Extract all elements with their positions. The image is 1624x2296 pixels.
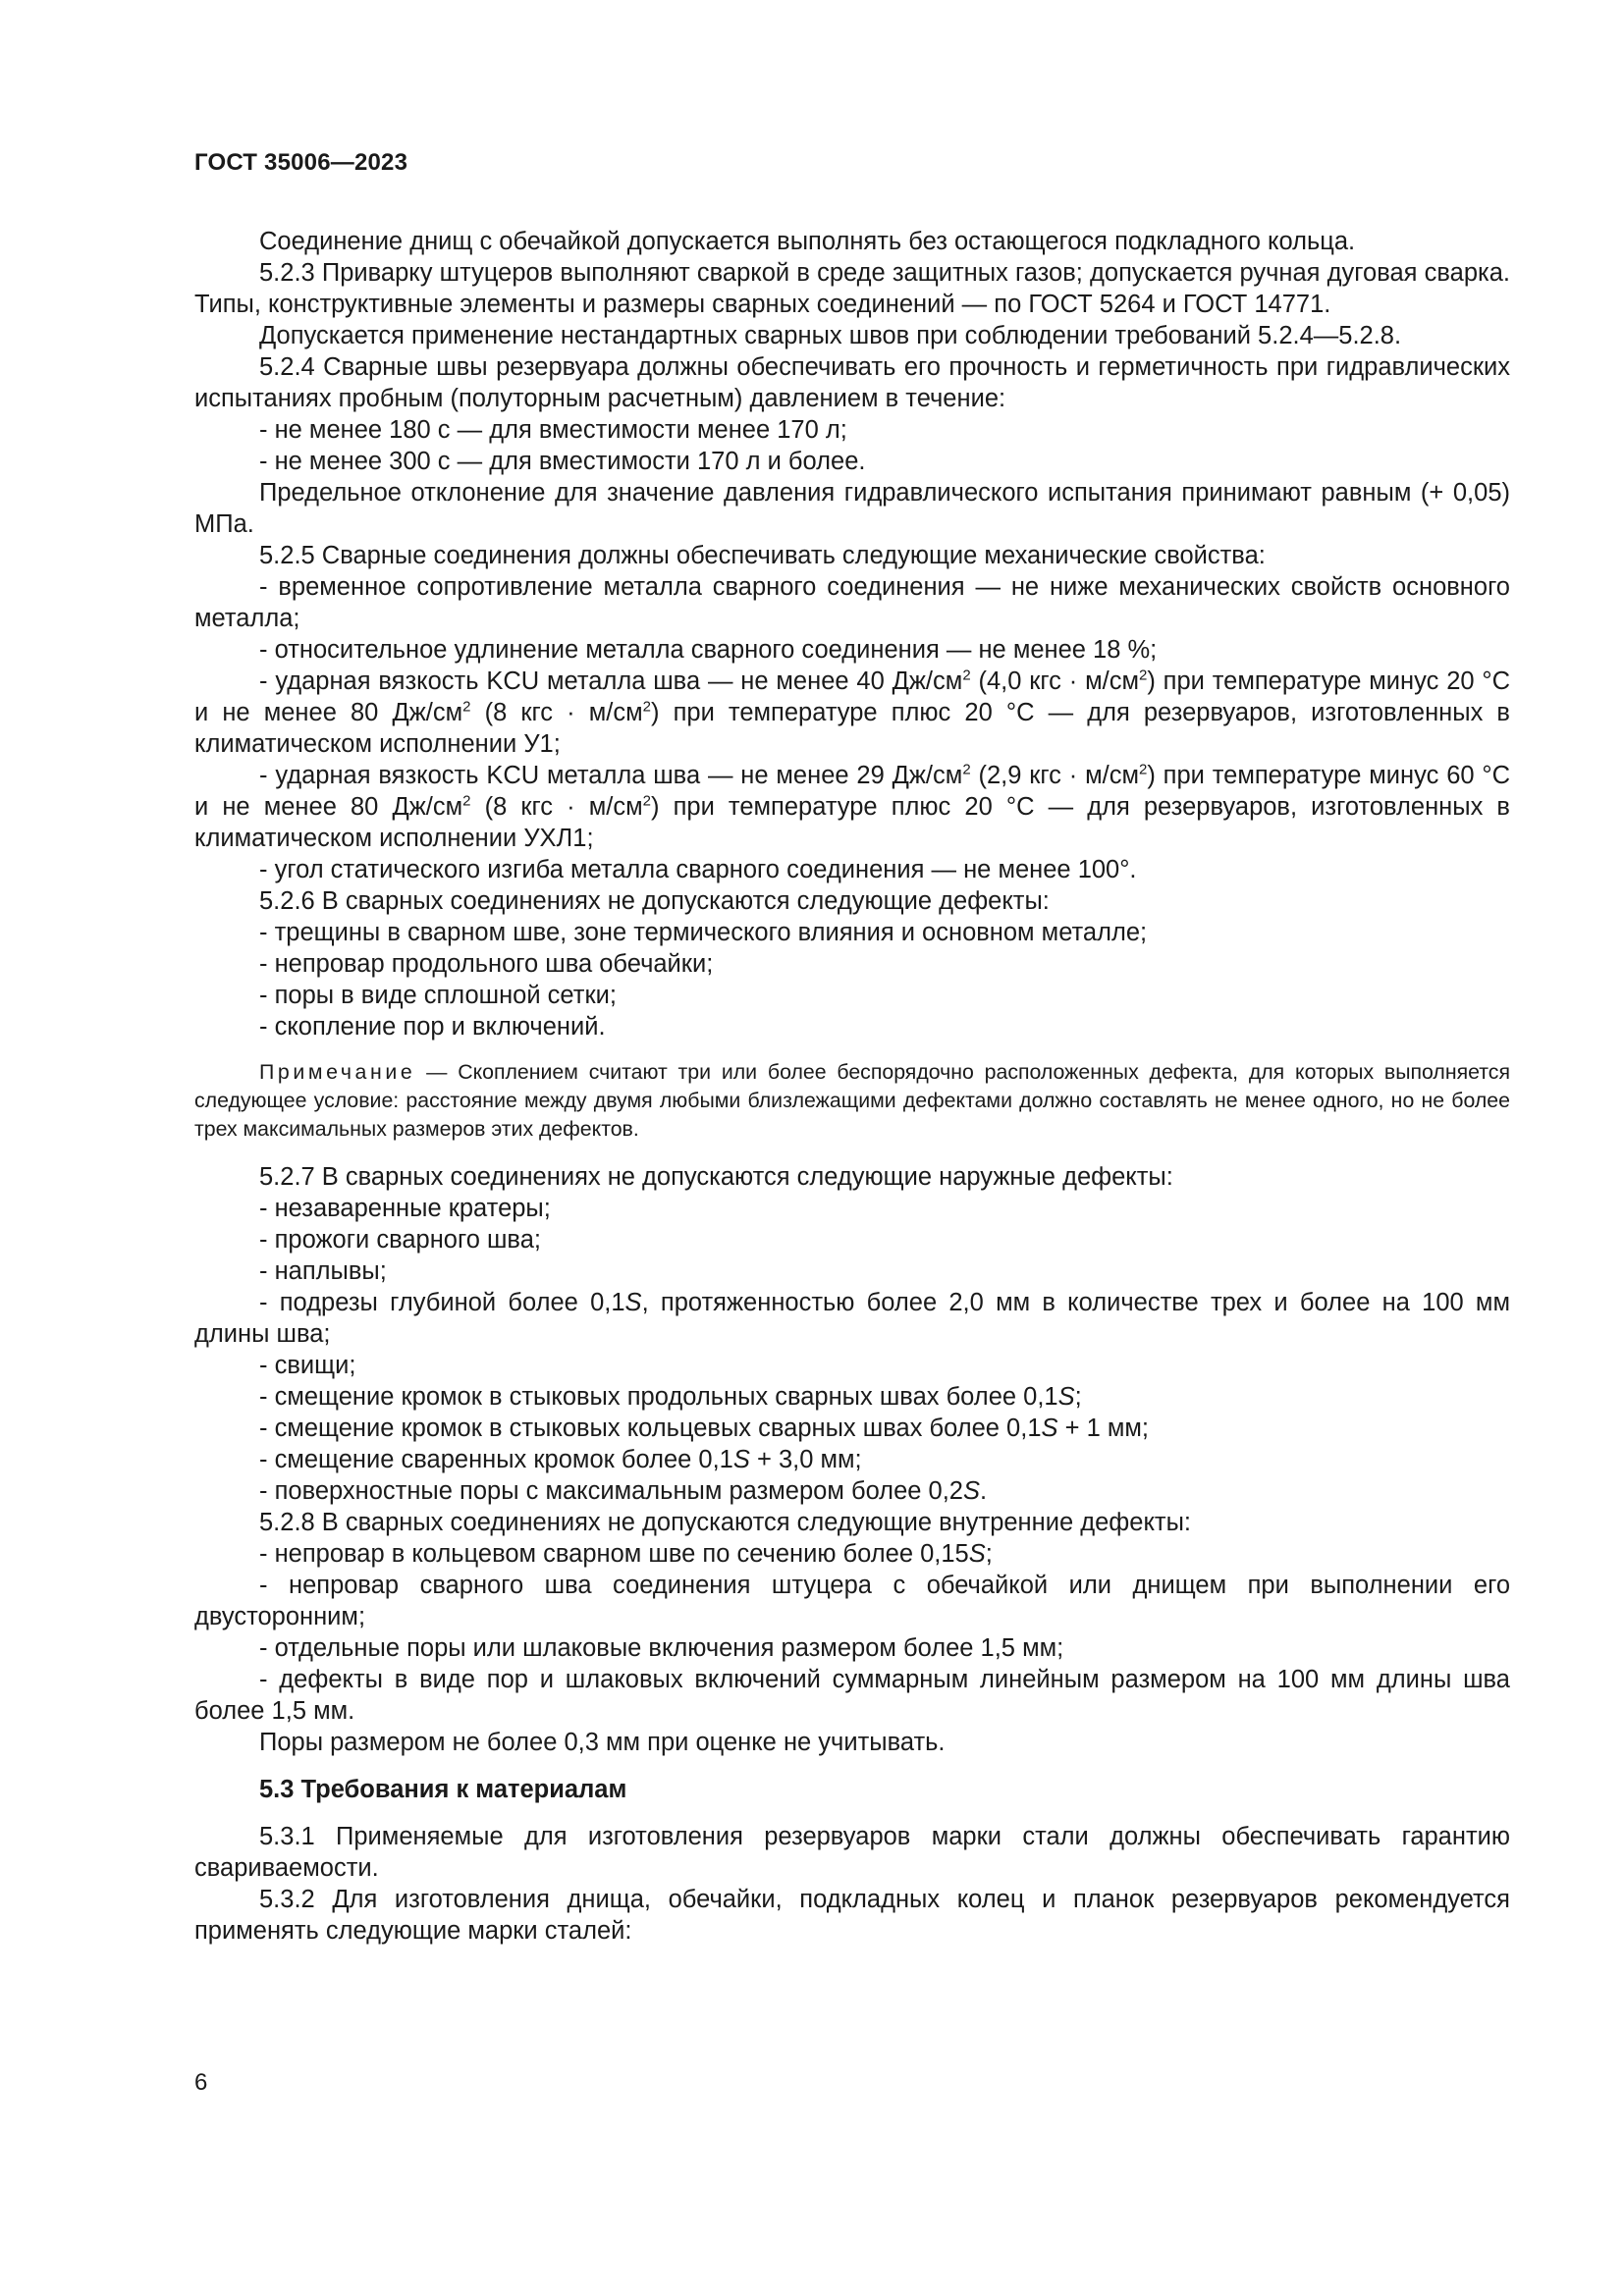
clause-5-2-6: 5.2.6 В сварных соединениях не допускаются следующие дефекты: [259, 887, 1050, 915]
list-item: - не менее 300 с — для вместимости 170 л и более. [259, 448, 866, 475]
list-item: - относительное удлинение металла сварного соединения — не менее 18 %; [259, 636, 1158, 664]
list-item: - поры в виде сплошной сетки; [259, 982, 617, 1009]
list-item: - скопление пор и включений. [259, 1013, 606, 1041]
paragraph: Соединение днищ с обечайкой допускается выполнять без остающегося подкладного кольца. [259, 228, 1356, 255]
list-item: - временное сопротивление металла сварного соединения — не ниже механических свойств основного металла; [194, 573, 1510, 632]
list-item: - трещины в сварном шве, зоне термического влияния и основном металле; [259, 919, 1148, 946]
paragraph: Допускается применение нестандартных сварных швов при соблюдении требований 5.2.4—5.2.8. [259, 322, 1402, 349]
section-heading-5-3: 5.3 Требования к материалам [259, 1776, 627, 1803]
list-item: - смещение сваренных кромок более 0,1S + 3,0 мм; [259, 1446, 862, 1473]
document-header: ГОСТ 35006—2023 [194, 149, 408, 176]
clause-5-2-5: 5.2.5 Сварные соединения должны обеспечивать следующие механические свойства: [259, 542, 1266, 569]
list-item: - прожоги сварного шва; [259, 1226, 541, 1254]
paragraph: Предельное отклонение для значение давления гидравлического испытания принимают равным (+ 0,05) МПа. [194, 479, 1510, 538]
list-item: - поверхностные поры с максимальным размером более 0,2S. [259, 1477, 988, 1505]
list-item: - смещение кромок в стыковых продольных сварных швах более 0,1S; [259, 1383, 1082, 1411]
list-item: - подрезы глубиной более 0,1S, протяженностью более 2,0 мм в количестве трех и более на 100 мм длины шва; [194, 1289, 1510, 1348]
document-body [194, 226, 1510, 1947]
list-item: - смещение кромок в стыковых кольцевых сварных швах более 0,1S + 1 мм; [259, 1415, 1150, 1442]
clause-5-2-4: 5.2.4 Сварные швы резервуара должны обеспечивать его прочность и герметичность при гидравлических испытаниях пробным (полуторным расчетным) давлением в течение: [194, 353, 1510, 412]
list-item: - непровар в кольцевом сварном шве по сечению более 0,15S; [259, 1540, 993, 1568]
list-item: - непровар продольного шва обечайки; [259, 950, 714, 978]
list-item: - ударная вязкость KCU металла шва — не менее 29 $Дж/см^2$ (2,9 кгс · $м/см^2$) при температуре минус 60 °С и не менее 80 $Дж/см^2$ (8 кгс · $м/см^2$) при температуре плюс 20 °С — для резервуаров, изготовленных в климатическом исполнении УХЛ1; [194, 761, 1511, 852]
paragraph: Поры размером не более 0,3 мм при оценке не учитывать. [259, 1729, 946, 1756]
clause-5-2-7: 5.2.7 В сварных соединениях не допускаются следующие наружные дефекты: [259, 1163, 1173, 1191]
list-item: - непровар сварного шва соединения штуцера с обечайкой или днищем при выполнении его двусторонним; [194, 1572, 1510, 1630]
list-item: - ударная вязкость KCU металла шва — не менее 40 $Дж/см^2$ (4,0 кгс · $м/см^2$) при температуре минус 20 °С и не менее 80 $Дж/см^2$ (8 кгс · $м/см^2$) при температуре плюс 20 °С — для резервуаров, изготовленных в климатическом исполнении У1; [194, 667, 1511, 758]
note-label: Примечание [259, 1060, 416, 1084]
list-item: - не менее 180 с — для вместимости менее 170 л; [259, 416, 847, 444]
list-item: - наплывы; [259, 1257, 387, 1285]
clause-5-3-2: 5.3.2 Для изготовления днища, обечайки, подкладных колец и планок резервуаров рекомендуется применять следующие марки сталей: [194, 1886, 1510, 1945]
clause-5-2-8: 5.2.8 В сварных соединениях не допускаются следующие внутренние дефекты: [259, 1509, 1191, 1536]
list-item: - свищи; [259, 1352, 356, 1379]
list-item: - угол статического изгиба металла сварного соединения — не менее 100°. [259, 856, 1137, 883]
list-item: - дефекты в виде пор и шлаковых включений суммарным линейным размером на 100 мм длины шва более 1,5 мм. [194, 1666, 1510, 1725]
list-item: - отдельные поры или шлаковые включения размером более 1,5 мм; [259, 1634, 1064, 1662]
note: Примечание — Скоплением считают три или более беспорядочно расположенных дефекта, для которых выполняется следующее условие: расстояние между двумя любыми близлежащими дефектами должно составлять не менее одного, но не более трех максимальных размеров этих дефектов. [194, 1060, 1510, 1141]
list-item: - незаваренные кратеры; [259, 1195, 551, 1222]
clause-5-2-3: 5.2.3 Приварку штуцеров выполняют сваркой в среде защитных газов; допускается ручная дуговая сварка. Типы, конструктивные элементы и размеры сварных соединений — по ГОСТ 5264 и ГОСТ 14771. [194, 259, 1510, 318]
clause-5-3-1: 5.3.1 Применяемые для изготовления резервуаров марки стали должны обеспечивать гарантию свариваемости. [194, 1823, 1510, 1882]
page-number: 6 [194, 2069, 208, 2096]
